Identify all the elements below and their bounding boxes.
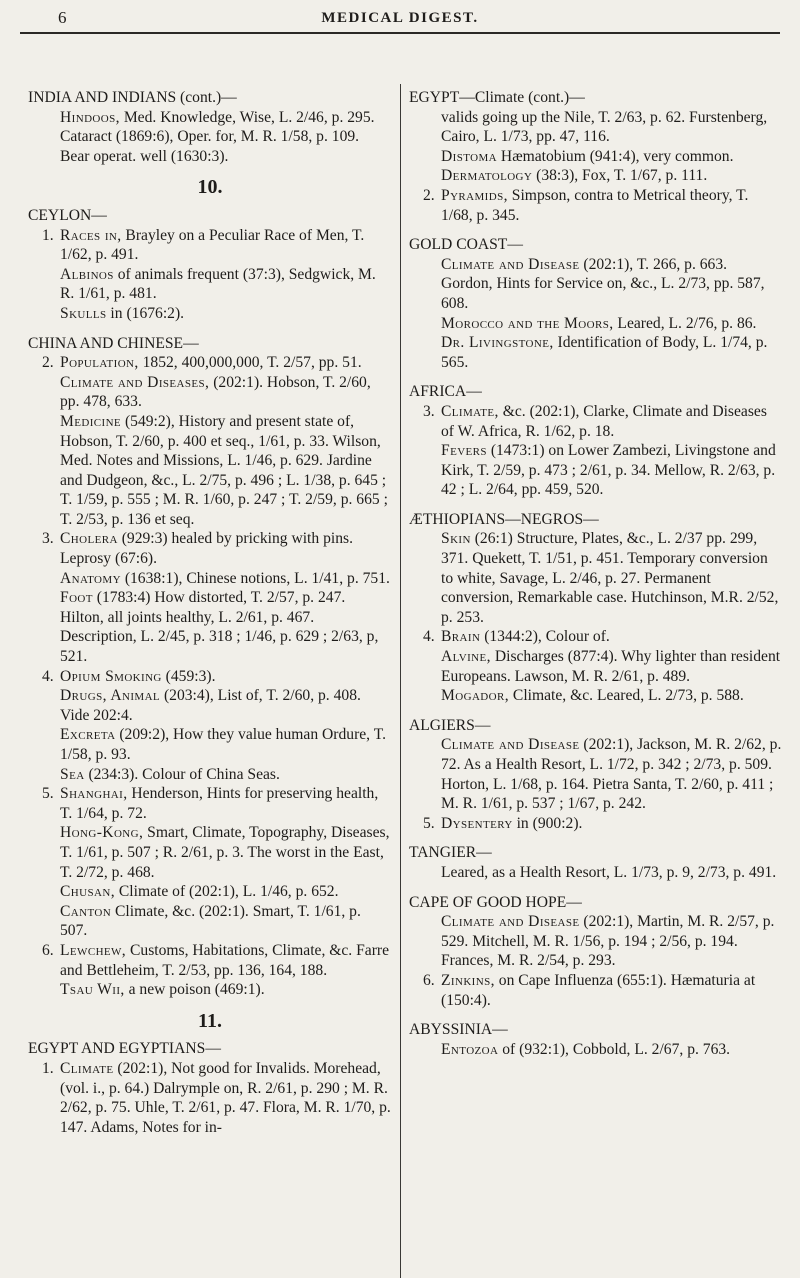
- entry-text: Climate of (202:1), L. 1/46, p. 652.: [115, 883, 339, 901]
- entry-lead: Drugs, Animal: [60, 687, 161, 705]
- entry-lead: Mogador,: [441, 687, 510, 705]
- entry-lead: Climate and Disease: [441, 736, 580, 754]
- index-entry: [28, 412, 392, 530]
- index-entry: [28, 667, 392, 687]
- index-entry: [28, 373, 392, 412]
- running-head: MEDICAL DIGEST.: [321, 10, 479, 26]
- index-entry: [28, 304, 392, 324]
- entry-lead: Dermatology: [441, 167, 533, 185]
- entry-text: (203:4), List of, T. 2/60, p. 408. Vide 202:4.: [60, 687, 361, 724]
- entry-text: on Cape Influenza (655:1). Hæmaturia at (150:4).: [441, 971, 756, 1009]
- section-heading: CAPE OF GOOD HOPE—: [409, 893, 582, 911]
- index-entry: [409, 735, 782, 813]
- spacer: [28, 324, 392, 334]
- entry-number: 6.: [423, 971, 435, 989]
- index-entry: [409, 186, 782, 225]
- spacer: [409, 883, 782, 893]
- entry-text: (26:1) Structure, Plates, &c., L. 2/37 pp. 299, 371. Quekett, T. 1/51, p. 451. Temporary conversion to white, Savage, L. 2/46, p. 27. Permanent conversion, Remarkable case. Hutchinson, M.R. 2/52, p. 253.: [441, 530, 779, 626]
- section-heading: ABYSSINIA—: [409, 1021, 508, 1039]
- index-entry: [409, 814, 782, 834]
- entry-lead: Hong-Kong,: [60, 824, 144, 842]
- entry-text: (202:1), Martin, M. R. 2/57, p. 529. Mitchell, M. R. 1/56, p. 194 ; 2/56, p. 194. Frances, M. R. 2/54, p. 293.: [441, 913, 775, 970]
- section-heading: GOLD COAST—: [409, 236, 523, 254]
- index-entry: [409, 529, 782, 627]
- entry-text: Customs, Habitations, Climate, &c. Farre and Bettleheim, T. 2/53, pp. 136, 164, 188.: [60, 941, 390, 979]
- index-entry: [28, 784, 392, 823]
- entry-number: 5.: [423, 814, 435, 832]
- entry-number: 4.: [42, 667, 54, 685]
- entry-text: Brayley on a Peculiar Race of Men, T. 1/62, p. 491.: [60, 226, 365, 264]
- index-entry: [28, 725, 392, 764]
- section-heading: AFRICA—: [409, 383, 482, 401]
- entry-number: 5.: [42, 785, 54, 803]
- entry-lead: Tsau Wii,: [60, 981, 125, 999]
- index-entry: [409, 441, 782, 500]
- index-entry: [28, 588, 392, 666]
- entry-text: (202:1), Jackson, M. R. 2/62, p. 72. As a Health Resort, L. 1/72, p. 342 ; 2/73, p. 509. Horton, L. 1/68, p. 164. Pietra Santa, T. 2/60, p. 411 ; M. R. 1/61, p. 537 ; 1/67, p. 242.: [441, 736, 782, 813]
- index-entry: [28, 353, 392, 373]
- spacer: [409, 500, 782, 510]
- index-entry: [409, 647, 782, 686]
- entry-text: Med. Knowledge, Wise, L. 2/46, p. 295. Cataract (1869:6), Oper. for, M. R. 1/58, p. 109. Bear operat. well (1630:3).: [60, 108, 375, 165]
- spacer: [409, 706, 782, 716]
- index-entry: [28, 569, 392, 589]
- entry-lead: Skin: [441, 530, 471, 548]
- entry-text: (234:3). Colour of China Seas.: [84, 765, 280, 783]
- index-entry: [28, 765, 392, 785]
- entry-text: Climate, &c. Leared, L. 2/73, p. 588.: [509, 687, 744, 705]
- entry-lead: Dysentery: [441, 814, 513, 832]
- index-entry: [28, 902, 392, 941]
- index-entry: [409, 912, 782, 971]
- index-entry: [28, 529, 392, 568]
- entry-lead: Climate: [60, 1059, 114, 1077]
- right-column: [409, 88, 782, 1059]
- entry-text: (1344:2), Colour of.: [480, 628, 610, 646]
- index-entry: [409, 314, 782, 334]
- entry-number: 1.: [42, 1059, 54, 1077]
- section-heading: TANGIER—: [409, 844, 492, 862]
- index-entry: [409, 147, 782, 167]
- section-heading: EGYPT—Climate (cont.)—: [409, 89, 585, 106]
- entry-text: Climate, &c. (202:1). Smart, T. 1/61, p. 507.: [60, 902, 361, 940]
- left-column: [28, 88, 392, 1137]
- entry-text: (202:1), Not good for Invalids. Morehead, (vol. i., p. 64.) Dalrymple on, R. 2/61, p. 290 ; M. R. 2/62, p. 75. Uhle, T. 2/61, p. 47. Flora, M. R. 1/70, p. 147. Adams, Notes for in-: [60, 1059, 391, 1136]
- entry-text: in (900:2).: [512, 814, 583, 832]
- entry-lead: Cholera: [60, 530, 118, 548]
- entry-text: Henderson, Hints for preserving health, T. 1/64, p. 72.: [60, 785, 379, 822]
- entry-text: (202:1), T. 266, p. 663. Gordon, Hints for Service on, &c., L. 2/73, pp. 587, 608.: [441, 255, 765, 312]
- index-entry: [409, 333, 782, 372]
- section-heading: INDIA AND INDIANS (cont.)—: [28, 89, 237, 106]
- entry-lead: Population,: [60, 354, 139, 372]
- index-entry: [28, 941, 392, 980]
- section-heading: ÆTHIOPIANS—NEGROS—: [409, 510, 599, 528]
- entry-lead: Fevers: [441, 442, 487, 460]
- entry-lead: Foot: [60, 589, 93, 607]
- entry-lead: Shanghai,: [60, 785, 128, 803]
- entry-number: 1.: [42, 226, 54, 244]
- entry-lead: Alvine,: [441, 648, 491, 666]
- entry-text: a new poison (469:1).: [124, 981, 265, 999]
- entry-number: 3.: [423, 402, 435, 420]
- entry-text: of (932:1), Cobbold, L. 2/67, p. 763.: [498, 1040, 731, 1058]
- column-divider: [400, 84, 401, 1278]
- entry-lead: Canton: [60, 902, 112, 920]
- entry-lead: Chusan,: [60, 883, 115, 901]
- spacer: [409, 372, 782, 382]
- entry-lead: Zinkins,: [441, 971, 495, 989]
- entry-lead: Excreta: [60, 726, 116, 744]
- section-heading: ALGIERS—: [409, 716, 491, 734]
- entry-text: in (1676:2).: [106, 304, 185, 322]
- section-number: 10.: [197, 176, 223, 199]
- entry-text: Identification of Body, L. 1/74, p. 565.: [441, 334, 768, 371]
- spacer: [409, 1010, 782, 1020]
- index-entry: [409, 1040, 782, 1060]
- entry-text: (202:1). Hobson, T. 2/60, pp. 478, 633.: [60, 373, 371, 411]
- entry-lead: Albinos: [60, 265, 114, 283]
- entry-lead: Skulls: [60, 304, 107, 322]
- spacer: [409, 833, 782, 843]
- entry-text: (929:3) healed by pricking with pins. Leprosy (67:6).: [60, 530, 353, 568]
- entry-number: 6.: [42, 941, 54, 959]
- entry-number: 3.: [42, 530, 54, 548]
- page-number: 6: [58, 8, 67, 27]
- index-entry: [28, 108, 392, 167]
- page-header: [0, 4, 800, 34]
- entry-lead: Medicine: [60, 412, 122, 430]
- entry-lead: Climate and Disease: [441, 255, 580, 273]
- entry-lead: Sea: [60, 765, 85, 783]
- entry-text: (549:2), History and present state of, Hobson, T. 2/60, p. 400 et seq., 1/61, p. 33. Wilson, Med. Notes and Missions, L. 1/46, p. 629. Jardine and Dudgeon, &c., L. 2/75, p. 496 ; L. 1/38, p. 645 ; T. 1/59, p. 555 ; M. R. 1/60, p. 247 ; T. 2/59, p. 665 ; T. 2/53, p. 136 et seq.: [60, 412, 388, 528]
- entry-lead: Distoma: [441, 147, 498, 165]
- entry-number: 4.: [423, 628, 435, 646]
- entry-lead: Entozoa: [441, 1040, 499, 1058]
- index-entry: [409, 627, 782, 647]
- entry-text: Discharges (877:4). Why lighter than resident Europeans. Lawson, M. R. 2/61, p. 489.: [441, 648, 781, 685]
- index-entry: [409, 971, 782, 1010]
- entry-lead: Opium Smoking: [60, 667, 162, 685]
- entry-text: (1783:4) How distorted, T. 2/57, p. 247. Hilton, all joints healthy, L. 2/61, p. 467. Description, L. 2/45, p. 318 ; 1/46, p. 629 ; 2/63, p, 521.: [60, 589, 379, 666]
- index-entry: [409, 108, 782, 147]
- entry-text: (38:3), Fox, T. 1/67, p. 111.: [532, 167, 708, 185]
- entry-lead: Climate and Diseases,: [60, 373, 210, 391]
- entry-lead: Races in,: [60, 226, 122, 244]
- section-number: 11.: [198, 1009, 222, 1032]
- entry-text: Hæmatobium (941:4), very common.: [497, 147, 734, 165]
- entry-lead: Morocco and the Moors,: [441, 314, 614, 332]
- index-entry: [28, 1059, 392, 1137]
- index-entry: [409, 255, 782, 314]
- entry-text: (1638:1), Chinese notions, L. 1/41, p. 751.: [120, 569, 390, 587]
- entry-text: (1473:1) on Lower Zambezi, Livingstone and Kirk, T. 2/59, p. 473 ; 2/61, p. 34. Mellow, R. 2/63, p. 42 ; L. 2/64, pp. 459, 520.: [441, 442, 776, 499]
- index-entry: [28, 226, 392, 265]
- entry-lead: Pyramids,: [441, 186, 508, 204]
- entry-text: &c. (202:1), Clarke, Climate and Diseases of W. Africa, R. 1/62, p. 18.: [441, 402, 767, 440]
- index-entry: [28, 265, 392, 304]
- entry-number: 2.: [423, 186, 435, 204]
- index-entry: [28, 980, 392, 1000]
- entry-text: Leared, as a Health Resort, L. 1/73, p. 9, 2/73, p. 491.: [441, 863, 777, 881]
- entry-text: 1852, 400,000,000, T. 2/57, pp. 51.: [138, 354, 362, 372]
- entry-text: of animals frequent (37:3), Sedgwick, M. R. 1/61, p. 481.: [60, 265, 376, 303]
- entry-text: valids going up the Nile, T. 2/63, p. 62. Furstenberg, Cairo, L. 1/73, pp. 47, 116.: [441, 108, 768, 146]
- entry-text: Leared, L. 2/76, p. 86.: [613, 314, 757, 332]
- entry-lead: Brain: [441, 628, 481, 646]
- entry-lead: Hindoos,: [60, 108, 120, 126]
- index-entry: [28, 823, 392, 882]
- spacer: [409, 225, 782, 235]
- index-entry: [409, 402, 782, 441]
- index-entry: [28, 882, 392, 902]
- index-entry: [28, 686, 392, 725]
- entry-text: Smart, Climate, Topography, Diseases, T. 1/61, p. 507 ; R. 2/61, p. 3. The worst in the East, T. 2/72, p. 468.: [60, 824, 390, 881]
- entry-text: (459:3).: [161, 667, 216, 685]
- entry-text: Simpson, contra to Metrical theory, T. 1/68, p. 345.: [441, 186, 749, 224]
- entry-lead: Climate and Disease: [441, 913, 580, 931]
- index-entry: [409, 686, 782, 706]
- index-entry: [409, 166, 782, 186]
- entry-lead: Dr. Livingstone,: [441, 334, 554, 352]
- section-heading: CEYLON—: [28, 206, 107, 224]
- entry-lead: Climate,: [441, 402, 499, 420]
- entry-text: (209:2), How they value human Ordure, T. 1/58, p. 93.: [60, 726, 386, 763]
- entry-lead: Lewchew,: [60, 941, 127, 959]
- header-rule: [20, 32, 780, 34]
- entry-number: 2.: [42, 354, 54, 372]
- index-entry: [409, 863, 782, 883]
- section-heading: CHINA AND CHINESE—: [28, 334, 199, 352]
- entry-lead: Anatomy: [60, 569, 121, 587]
- section-heading: EGYPT AND EGYPTIANS—: [28, 1040, 221, 1058]
